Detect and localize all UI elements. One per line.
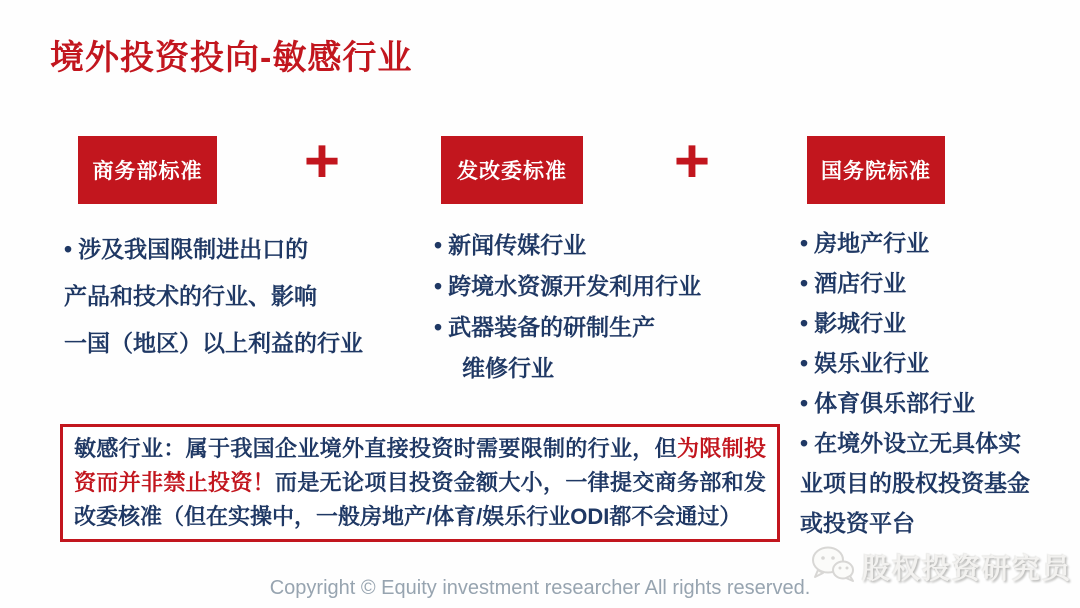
callout-segment-navy: 敏感行业：属于我国企业境外直接投资时需要限制的行业，但 [74, 436, 677, 461]
callout-segment-red: 为限制投资而并非禁止投资！ [74, 436, 766, 495]
bullet-line: 产品和技术的行业、影响 [64, 283, 317, 309]
list-item [800, 263, 1075, 303]
state-council-criteria-list [800, 223, 1075, 543]
bullet-dot: • [800, 430, 809, 456]
bullet-dot: • [434, 232, 443, 258]
bullet-line: • 新闻传媒行业 [434, 232, 587, 258]
bullet-line: 一国（地区）以上利益的行业 [64, 330, 363, 356]
bullet-line: • 跨境水资源开发利用行业 [434, 273, 702, 299]
bullet-dot: • [800, 270, 809, 296]
bullet-dot: • [800, 230, 809, 256]
list-item [434, 266, 769, 307]
bullet-line: • 房地产行业 [800, 230, 930, 256]
bullet-line: • 娱乐业行业 [800, 350, 930, 376]
callout-segment-navy: 而是无论项目投资金额大小，一律提交商务部和发改委核准（但在实操中，一般房地产/体育/娱乐行业ODI都不会通过） [74, 470, 766, 529]
list-item [434, 307, 769, 389]
bullet-line: • 在境外设立无具体实 [800, 430, 1022, 456]
copyright-text: Copyright © Equity investment researcher All rights reserved. [269, 577, 811, 599]
bullet-line: • 酒店行业 [800, 270, 907, 296]
list-item [434, 225, 769, 266]
bullet-line: • 体育俱乐部行业 [800, 390, 976, 416]
bullet-line: 或投资平台 [800, 510, 915, 536]
plus-icon: + [673, 127, 711, 196]
header-box-ndrc: 发改委标准 [441, 136, 583, 204]
list-item [800, 383, 1075, 423]
list-item [64, 226, 414, 367]
mofcom-criteria-list [64, 226, 414, 367]
bullet-line: 维修行业 [462, 355, 554, 381]
bullet-line: 业项目的股权投资基金 [800, 470, 1030, 496]
header-box-mofcom: 商务部标准 [78, 136, 217, 204]
watermark-text: 股权投资研究员 [861, 552, 1072, 584]
bullet-dot: • [434, 273, 443, 299]
list-item [800, 423, 1075, 543]
bullet-line: • 影城行业 [800, 310, 907, 336]
bullet-dot: • [800, 350, 809, 376]
bullet-dot: • [800, 310, 809, 336]
plus-icon: + [303, 127, 341, 196]
bullet-dot: • [434, 314, 443, 340]
bullet-dot: • [64, 236, 73, 262]
ndrc-criteria-list [434, 225, 769, 389]
list-item [800, 343, 1075, 383]
list-item [800, 223, 1075, 263]
bullet-line: • 涉及我国限制进出口的 [64, 236, 309, 262]
list-item [800, 303, 1075, 343]
bullet-dot: • [800, 390, 809, 416]
bullet-line: • 武器装备的研制生产 [434, 314, 656, 340]
sensitive-industry-callout-box [60, 424, 780, 542]
page-title: 境外投资投向-敏感行业 [50, 39, 413, 77]
header-box-state-council: 国务院标准 [807, 136, 945, 204]
